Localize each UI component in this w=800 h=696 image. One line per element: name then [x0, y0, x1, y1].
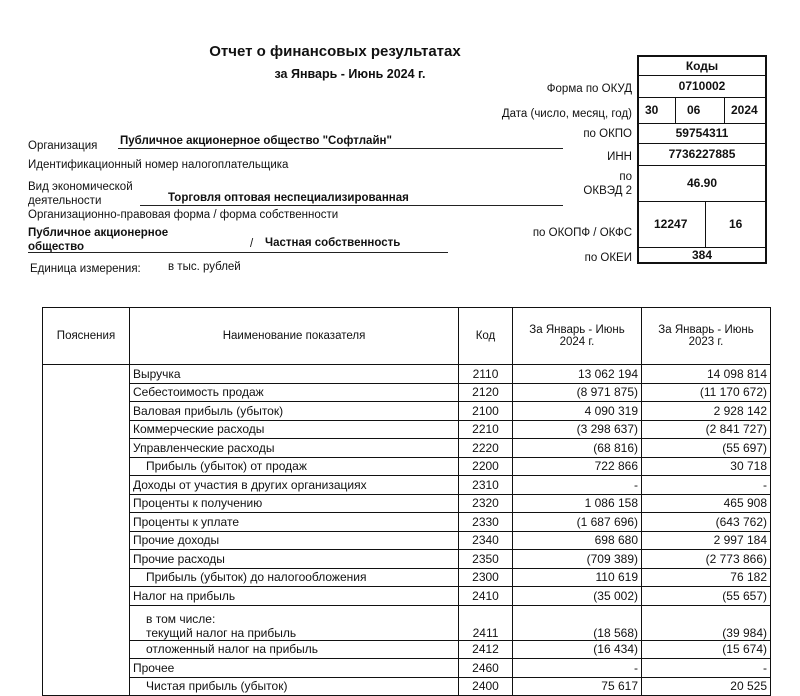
current-period-cell: (8 971 875)	[513, 383, 642, 402]
code-cell: 2330	[459, 513, 513, 532]
previous-period-header: За Январь - Июнь 2023 г.	[642, 308, 771, 365]
previous-period-cell: (2 841 727)	[642, 420, 771, 439]
indicator-name-cell: Управленческие расходы	[130, 439, 459, 458]
financial-results-table	[42, 307, 771, 696]
table-row	[43, 494, 771, 513]
codes-box	[637, 55, 767, 264]
activity-label-1: Вид экономической	[28, 181, 133, 193]
unit-value: в тыс. рублей	[168, 261, 241, 273]
code-cell: 2410	[459, 587, 513, 606]
form-separator: /	[250, 238, 254, 250]
indicator-name-cell: Налог на прибыль	[130, 587, 459, 606]
previous-period-cell: (11 170 672)	[642, 383, 771, 402]
code-cell: 2350	[459, 550, 513, 569]
notes-cell	[43, 365, 130, 384]
current-period-cell: -	[513, 476, 642, 495]
previous-period-cell: -	[642, 476, 771, 495]
table-header-row	[43, 308, 771, 365]
inn-label: Идентификационный номер налогоплательщика	[28, 159, 289, 171]
previous-period-cell: (55 657)	[642, 587, 771, 606]
unit-label: Единица измерения:	[30, 263, 141, 275]
previous-period-cell: 14 098 814	[642, 365, 771, 384]
previous-period-cell: (15 674)	[642, 640, 771, 659]
notes-cell	[43, 513, 130, 532]
previous-period-cell: 20 525	[642, 677, 771, 696]
date-month: 06	[687, 103, 701, 117]
notes-cell	[43, 494, 130, 513]
codes-title: Коды	[639, 57, 765, 76]
table-row	[43, 457, 771, 476]
current-period-cell: (35 002)	[513, 587, 642, 606]
form-value-1: Публичное акционерное	[28, 227, 169, 239]
notes-cell	[43, 383, 130, 402]
code-cell: 2411	[459, 605, 513, 640]
indicator-name-cell: Себестоимость продаж	[130, 383, 459, 402]
report-title: Отчет о финансовых результатах	[209, 43, 461, 60]
table-row	[43, 420, 771, 439]
table-row	[43, 513, 771, 532]
okud-value: 0710002	[639, 75, 765, 98]
okved-label-2: ОКВЭД 2	[583, 185, 632, 197]
table-row	[43, 605, 771, 640]
code-cell: 2340	[459, 531, 513, 550]
table-row	[43, 568, 771, 587]
activity-value: Торговля оптовая неспециализированная	[168, 192, 409, 204]
notes-cell	[43, 439, 130, 458]
notes-cell	[43, 531, 130, 550]
current-period-cell: (1 687 696)	[513, 513, 642, 532]
okpo-label: по ОКПО	[583, 128, 632, 140]
code-cell: 2210	[459, 420, 513, 439]
previous-period-cell: (39 984)	[642, 605, 771, 640]
notes-cell	[43, 402, 130, 421]
code-cell: 2412	[459, 640, 513, 659]
current-period-cell: 4 090 319	[513, 402, 642, 421]
code-cell: 2120	[459, 383, 513, 402]
notes-cell	[43, 659, 130, 678]
date-row	[639, 97, 765, 124]
current-period-cell: (68 816)	[513, 439, 642, 458]
code-header: Код	[459, 308, 513, 365]
table-row	[43, 587, 771, 606]
table-row	[43, 439, 771, 458]
indicator-name-cell: Выручка	[130, 365, 459, 384]
notes-header: Пояснения	[43, 308, 130, 365]
table-row	[43, 402, 771, 421]
notes-cell	[43, 568, 130, 587]
indicator-name-cell: в том числе: текущий налог на прибыль	[130, 605, 459, 640]
previous-period-cell: (643 762)	[642, 513, 771, 532]
current-period-cell: 75 617	[513, 677, 642, 696]
code-cell: 2300	[459, 568, 513, 587]
current-period-header: За Январь - Июнь 2024 г.	[513, 308, 642, 365]
date-day: 30	[645, 103, 659, 117]
org-name: Публичное акционерное общество "Софтлайн"	[120, 135, 392, 147]
date-year: 2024	[731, 103, 758, 117]
indicator-name-cell: Прочее	[130, 659, 459, 678]
code-cell: 2310	[459, 476, 513, 495]
notes-cell	[43, 605, 130, 640]
form-label: Организационно-правовая форма / форма собственности	[28, 209, 339, 221]
current-period-cell: (18 568)	[513, 605, 642, 640]
okved-label-1: по	[619, 171, 632, 183]
indicator-name-cell: Проценты к получению	[130, 494, 459, 513]
report-period: за Январь - Июнь 2024 г.	[274, 67, 426, 81]
inn-code-label: ИНН	[607, 151, 632, 163]
form-value-2: общество	[28, 241, 85, 253]
okved-value: 46.90	[639, 165, 765, 202]
current-period-cell: 1 086 158	[513, 494, 642, 513]
indicator-name-cell: Чистая прибыль (убыток)	[130, 677, 459, 696]
indicator-name-cell: Прочие расходы	[130, 550, 459, 569]
previous-period-cell: -	[642, 659, 771, 678]
table-row	[43, 531, 771, 550]
indicator-name-cell: Прибыль (убыток) от продаж	[130, 457, 459, 476]
code-cell: 2110	[459, 365, 513, 384]
previous-period-cell: 30 718	[642, 457, 771, 476]
table-row	[43, 476, 771, 495]
date-label: Дата (число, месяц, год)	[501, 108, 632, 120]
current-period-cell: 698 680	[513, 531, 642, 550]
notes-cell	[43, 587, 130, 606]
indicator-name-cell: Доходы от участия в других организациях	[130, 476, 459, 495]
current-period-cell: 13 062 194	[513, 365, 642, 384]
current-period-cell: (3 298 637)	[513, 420, 642, 439]
current-period-cell: -	[513, 659, 642, 678]
code-cell: 2460	[459, 659, 513, 678]
table-row	[43, 383, 771, 402]
previous-period-cell: 465 908	[642, 494, 771, 513]
activity-label-2: деятельности	[28, 195, 102, 207]
notes-cell	[43, 457, 130, 476]
okopf-row	[639, 201, 765, 248]
okpo-value: 59754311	[639, 123, 765, 144]
previous-period-cell: (55 697)	[642, 439, 771, 458]
okei-label: по ОКЕИ	[584, 252, 632, 264]
current-period-cell: 110 619	[513, 568, 642, 587]
notes-cell	[43, 476, 130, 495]
ownership-value: Частная собственность	[265, 237, 401, 249]
indicator-name-cell: отложенный налог на прибыль	[130, 640, 459, 659]
okei-value: 384	[691, 248, 713, 262]
okfs-value: 16	[729, 217, 743, 231]
inn-value: 7736227885	[639, 143, 765, 166]
indicator-name-cell: Прочие доходы	[130, 531, 459, 550]
code-cell: 2220	[459, 439, 513, 458]
indicator-name-cell: Прибыль (убыток) до налогообложения	[130, 568, 459, 587]
indicator-name-cell: Проценты к уплате	[130, 513, 459, 532]
indicator-name-cell: Валовая прибыль (убыток)	[130, 402, 459, 421]
code-cell: 2200	[459, 457, 513, 476]
org-label: Организация	[28, 140, 98, 152]
code-cell: 2320	[459, 494, 513, 513]
table-row	[43, 640, 771, 659]
code-cell: 2100	[459, 402, 513, 421]
code-cell: 2400	[459, 677, 513, 696]
notes-cell	[43, 550, 130, 569]
notes-cell	[43, 640, 130, 659]
indicator-name-cell: Коммерческие расходы	[130, 420, 459, 439]
including-label: в том числе:	[146, 611, 216, 626]
okopf-value: 12247	[654, 217, 688, 231]
previous-period-cell: 2 997 184	[642, 531, 771, 550]
current-period-cell: (16 434)	[513, 640, 642, 659]
table-row	[43, 550, 771, 569]
okud-label: Форма по ОКУД	[546, 83, 632, 95]
notes-cell	[43, 420, 130, 439]
previous-period-cell: 76 182	[642, 568, 771, 587]
table-row	[43, 365, 771, 384]
previous-period-cell: (2 773 866)	[642, 550, 771, 569]
okopf-label: по ОКОПФ / ОКФС	[532, 227, 632, 239]
current-period-cell: 722 866	[513, 457, 642, 476]
previous-period-cell: 2 928 142	[642, 402, 771, 421]
table-row	[43, 659, 771, 678]
name-header: Наименование показателя	[130, 308, 459, 365]
current-period-cell: (709 389)	[513, 550, 642, 569]
